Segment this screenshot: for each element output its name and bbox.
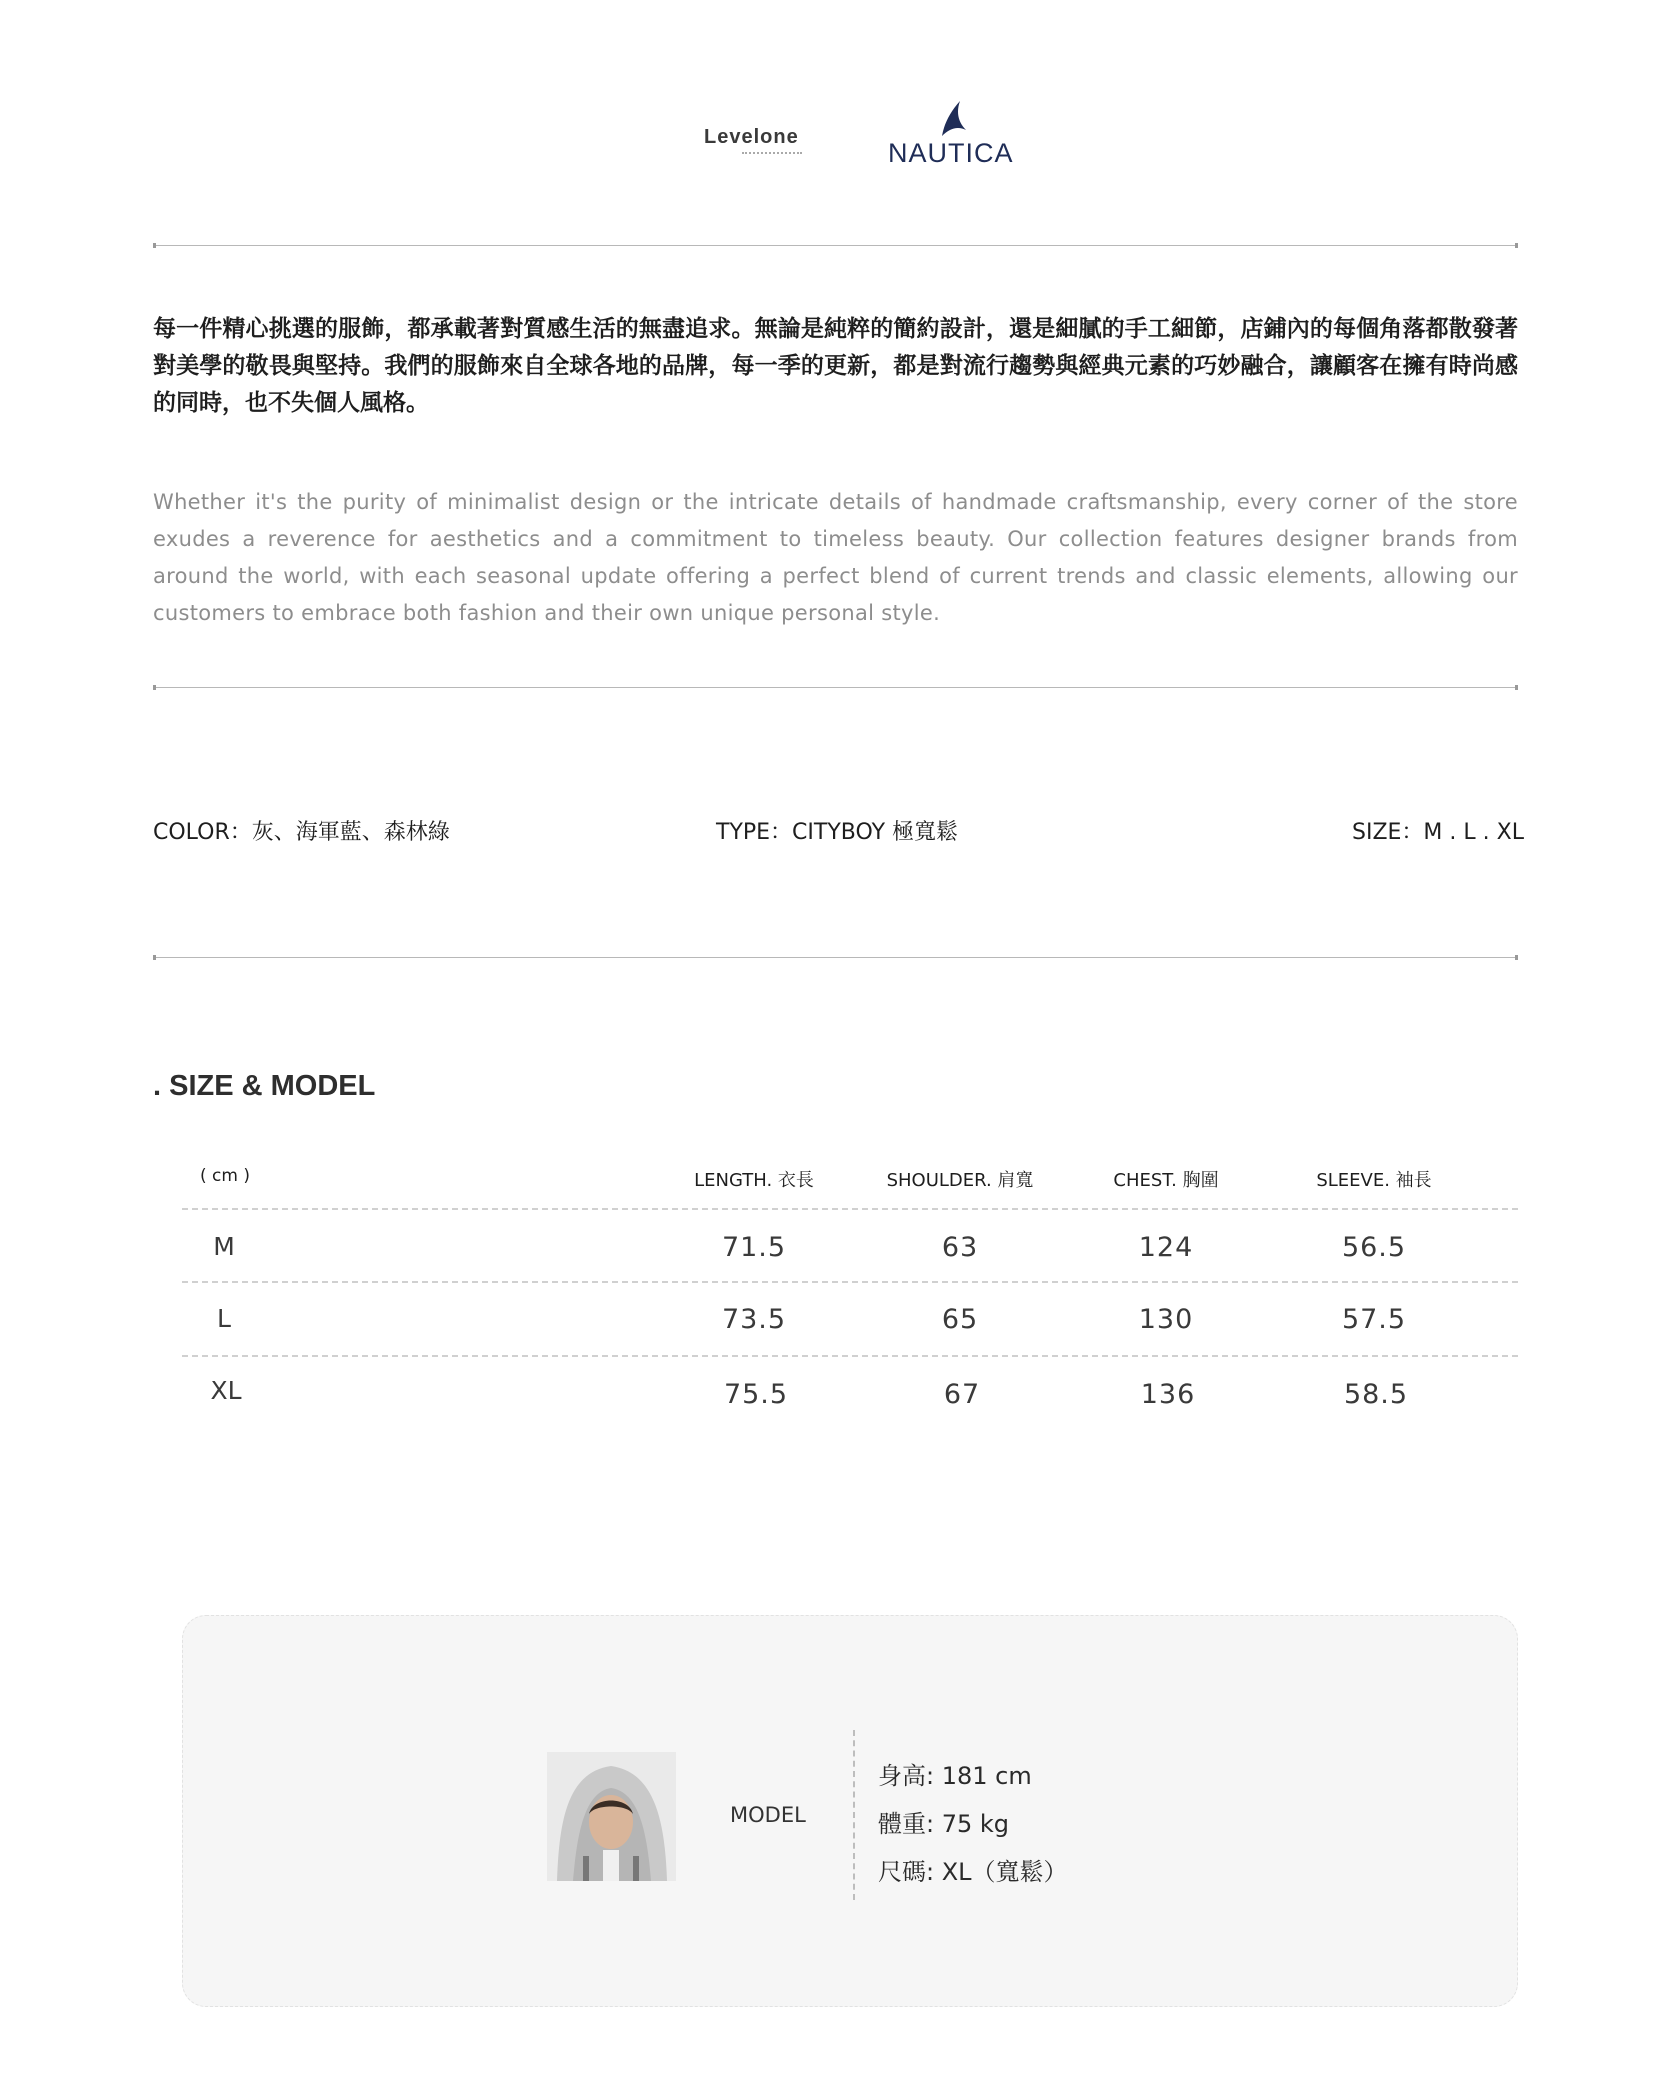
model-label: MODEL	[730, 1803, 806, 1827]
header-length: LENGTH. 衣長	[694, 1170, 814, 1191]
table-cell: 130	[1138, 1304, 1194, 1335]
table-cell: 65	[941, 1304, 979, 1335]
table-cell: 57.5	[1341, 1304, 1407, 1335]
header-chest: CHEST. 胸圍	[1113, 1170, 1219, 1191]
model-weight: 體重: 75 kg	[878, 1810, 1010, 1838]
table-cell: 73.5	[721, 1304, 787, 1335]
table-cell: 58.5	[1343, 1379, 1409, 1410]
model-height: 身高: 181 cm	[878, 1762, 1032, 1790]
table-cell: 124	[1138, 1232, 1194, 1263]
model-card	[182, 1615, 1518, 2007]
table-divider	[182, 1208, 1518, 1210]
model-size: 尺碼: XL（寬鬆）	[878, 1858, 1068, 1886]
description-zh: 每一件精心挑選的服飾，都承載著對質感生活的無盡追求。無論是純粹的簡約設計，還是細膩的手工細節，店鋪內的每個角落都散發著對美學的敬畏與堅持。我們的服飾來自全球各地的品牌，每一季的更新，都是對流行趨勢與經典元素的巧妙融合，讓顧客在擁有時尚感的同時，也不失個人風格。	[153, 316, 1518, 416]
table-cell: 75.5	[723, 1379, 789, 1410]
spec-type: TYPE：CITYBOY 極寬鬆	[716, 820, 959, 845]
section-title: . SIZE & MODEL	[153, 1070, 376, 1102]
description-en: Whether it's the purity of minimalist design or the intricate details of handmade craftsmanship, every corner of the store exudes a reverence for aesthetics and a commitment to timeless beauty. Our collection features designer brands from around the world, with each seasonal update offering a perfect blend of current trends and classic elements, allowing our customers to embrace both fashion and their own unique personal style.	[153, 490, 1518, 625]
table-cell: 56.5	[1341, 1232, 1407, 1263]
divider	[153, 687, 1518, 688]
table-row-size: XL	[210, 1376, 242, 1405]
divider	[153, 245, 1518, 246]
table-cell: 67	[943, 1379, 981, 1410]
table-cell: 71.5	[721, 1232, 787, 1263]
spec-size: SIZE：M . L . XL	[1352, 820, 1524, 845]
table-row-size: M	[213, 1232, 235, 1261]
model-photo	[547, 1752, 676, 1881]
table-cell: 136	[1140, 1379, 1196, 1410]
table-divider	[182, 1281, 1518, 1283]
table-row-size: L	[217, 1304, 231, 1333]
spec-color: COLOR：灰、海軍藍、森林綠	[153, 820, 450, 845]
model-divider	[853, 1730, 855, 1900]
table-cell: 63	[941, 1232, 979, 1263]
unit-label: ( cm )	[200, 1166, 250, 1186]
table-divider	[182, 1355, 1518, 1357]
levelone-logo: Levelone	[704, 126, 799, 148]
nautica-sail-icon	[938, 100, 968, 138]
divider	[153, 957, 1518, 958]
levelone-logo-tagline	[742, 152, 802, 156]
nautica-logo: NAUTICA	[888, 138, 1014, 168]
header-shoulder: SHOULDER. 肩寬	[886, 1170, 1034, 1191]
header-sleeve: SLEEVE. 袖長	[1316, 1170, 1432, 1191]
